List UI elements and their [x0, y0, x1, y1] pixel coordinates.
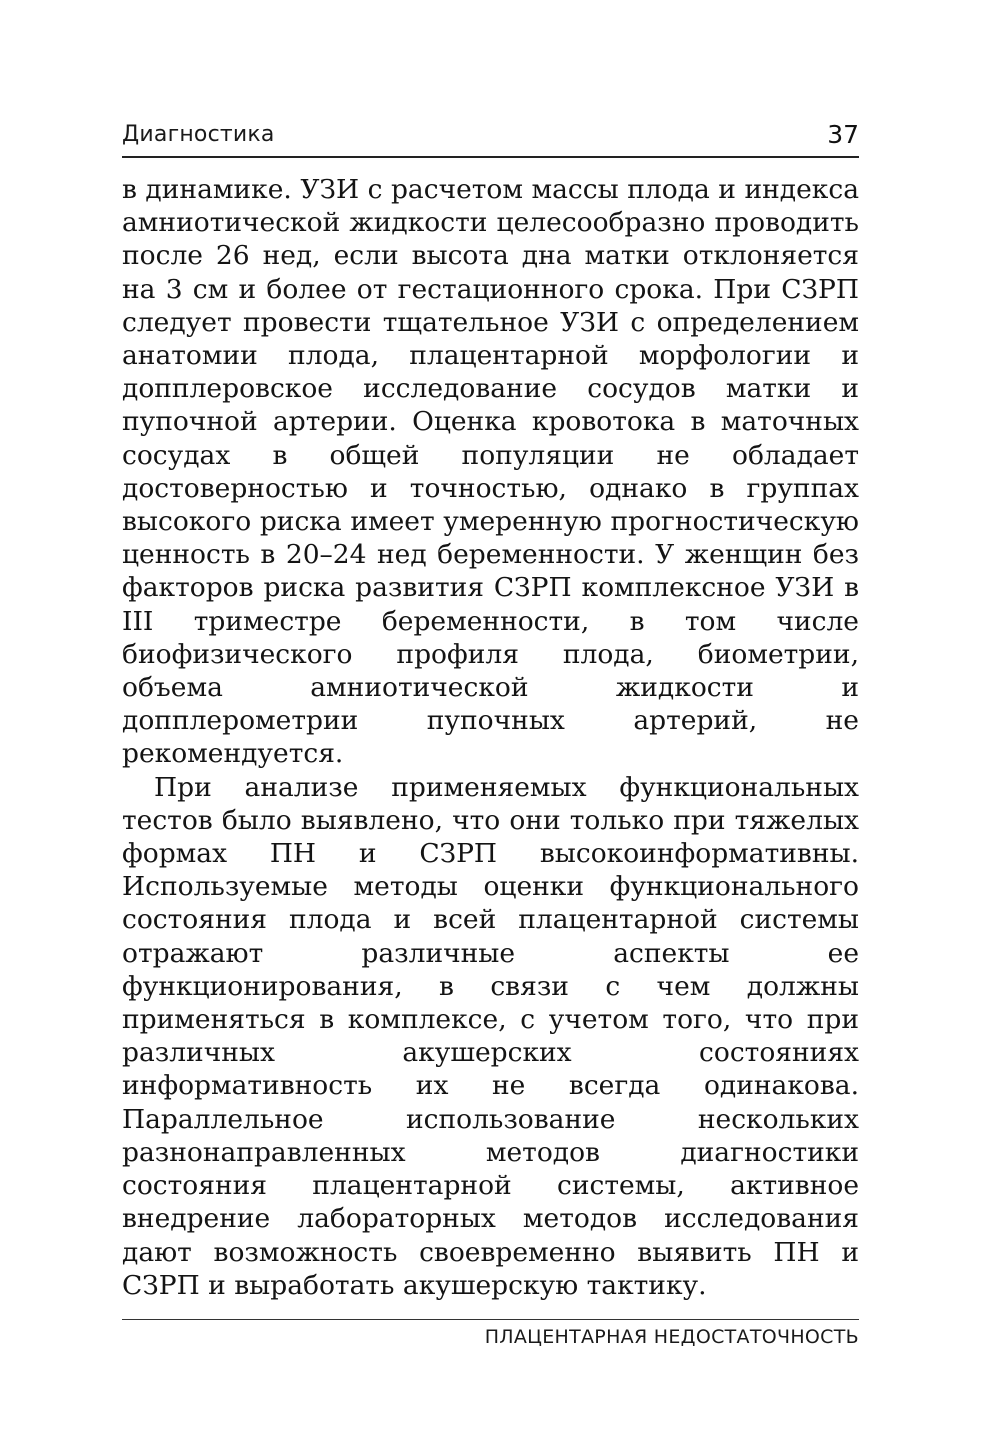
running-title: ПЛАЦЕНТАРНАЯ НЕДОСТАТОЧНОСТЬ [484, 1326, 859, 1348]
header-divider [122, 156, 859, 158]
page-header [122, 118, 859, 156]
paragraph-1: в динамике. УЗИ с расчетом массы плода и индекса амниотической жидкости целесообразно проводить после 26 нед, если высота дна матки отклоняется на 3 см и более от гестационного срока. При СЗРП следует провести тщательное УЗИ с определением анатомии плода, плацентарной морфологии и допплеровское исследование сосудов матки и пупочной артерии. Оценка кровотока в маточных сосудах в общей популяции не обладает достоверностью и точностью, однако в группах высокого риска имеет умеренную прогностическую ценность в 20–24 нед беременности. У женщин без факторов риска развития СЗРП комплексное УЗИ в III триместре беременности, в том числе биофизического профиля плода, биометрии, объема амниотической жидкости и допплерометрии пупочных артерий, не рекомендуется. [122, 174, 859, 770]
paragraph-2: При анализе применяемых функциональных тестов было выявлено, что они только при тяжелых формах ПН и СЗРП высокоинформативны. Используемые методы оценки функционального состояния плода и всей плацентарной системы отражают различные аспекты ее функционирования, в связи с чем должны применяться в комплексе, с учетом того, что при различных акушерских состояниях информативность их не всегда одинакова. Параллельное использование нескольких разнонаправленных методов диагностики состояния плацентарной системы, активное внедрение лабораторных методов исследования дают возможность своевременно выявить ПН и СЗРП и выработать акушерскую тактику. [122, 771, 859, 1301]
main-text [122, 173, 859, 1302]
section-title: Диагностика [122, 122, 275, 147]
page-number: 37 [827, 120, 859, 149]
footer-divider [122, 1319, 859, 1320]
